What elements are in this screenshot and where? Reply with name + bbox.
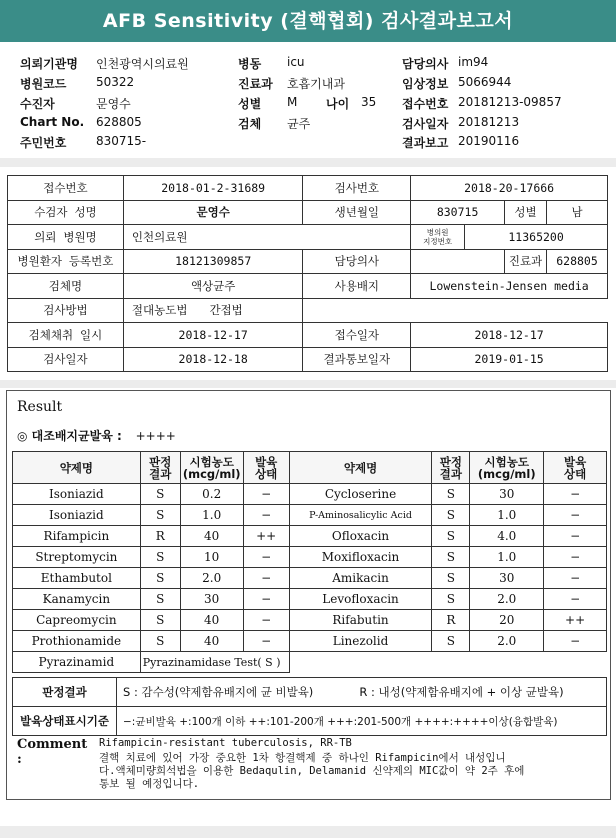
comment-line-3: 다.액체미량희석법을 이용한 Bedaqulin, Delamanid 신약제의 MIC값이 약 2주 후에 — [99, 765, 525, 777]
medium-value: Lowenstein-Jensen media — [411, 274, 608, 299]
request-form-table — [7, 175, 608, 372]
method-indirect: 간접법 — [209, 303, 243, 318]
drug-drug-cell: Cycloserine — [289, 484, 432, 505]
drug-conc-cell: 40 — [180, 526, 243, 547]
drug-judge-cell: S — [140, 589, 180, 610]
drug-drug-cell: Kanamycin — [13, 589, 141, 610]
judge-header-line1: 판정 — [149, 454, 172, 469]
drug-drug-cell: Isoniazid — [13, 484, 141, 505]
growth-legend-text: −:균비발육 +:100개 이하 ++:101-200개 +++:201-500개 ++++:++++이상(융합발육) — [117, 707, 607, 736]
judge-legend-label: 판정결과 — [13, 678, 117, 707]
receiver-value: 문영수 — [96, 97, 131, 111]
birth-value: 830715 — [411, 200, 505, 225]
drug-judge-cell: R — [140, 526, 180, 547]
drug-conc-cell: 30 — [180, 589, 243, 610]
accept-no-value: 2018-01-2-31689 — [123, 176, 303, 201]
exam-label: 검사일자 — [8, 347, 124, 372]
drug-drug-cell: Rifabutin — [289, 610, 432, 631]
report-date-label: 결과보고 — [402, 136, 449, 150]
doctor-label: 담당의사 — [303, 249, 411, 274]
drug-header-left: 약제명 — [13, 452, 141, 484]
drug-conc-cell: 40 — [180, 610, 243, 631]
drug-drug-cell: Prothionamide — [13, 631, 141, 652]
section-divider — [0, 158, 616, 167]
sex-value: M — [287, 95, 298, 109]
empty-cell — [289, 652, 606, 673]
drug-conc-cell: 10 — [180, 547, 243, 568]
age-value: 35 — [361, 95, 377, 109]
result-section — [6, 390, 611, 800]
drug-drug-cell: Rifampicin — [13, 526, 141, 547]
chart-label: Chart No. — [20, 115, 85, 129]
drug-drug-cell: Levofloxacin — [289, 589, 432, 610]
test-no-value: 2018-20-17666 — [411, 176, 608, 201]
drug-conc-cell: 1.0 — [470, 505, 544, 526]
judge-header-right — [432, 452, 470, 484]
drug-row — [13, 631, 607, 652]
patient-name-value: 문영수 — [123, 200, 303, 225]
specimen-label: 검체명 — [8, 274, 124, 299]
drug-judge-cell: S — [432, 589, 470, 610]
conc-header-left — [180, 452, 243, 484]
growth-header-right — [544, 452, 607, 484]
drug-judge-cell: S — [140, 484, 180, 505]
pyrazinamid-drug: Pyrazinamid — [13, 652, 141, 673]
ward-label: 병동 — [238, 57, 262, 71]
rrn-value: 830715- — [96, 134, 147, 148]
control-growth — [17, 427, 176, 444]
growth-header-line1: 발육 — [255, 454, 278, 469]
hospital-value: 인천광역시의료원 — [96, 57, 189, 71]
dept-value: 628805 — [547, 249, 608, 274]
drug-judge-cell: S — [432, 484, 470, 505]
drug-growth-cell: − — [544, 526, 607, 547]
inst-code-label — [411, 225, 465, 250]
drug-growth-cell: − — [243, 631, 289, 652]
report-date-value: 20190116 — [458, 134, 520, 148]
specimen-value: 액상균주 — [123, 274, 303, 299]
dept-value: 호흡기내과 — [287, 77, 345, 91]
judge-header-line2: 결과 — [439, 466, 462, 481]
drug-conc-cell: 40 — [180, 631, 243, 652]
growth-header-line1: 발육 — [563, 454, 587, 469]
medium-label: 사용배지 — [303, 274, 411, 299]
comment-line-1: Rifampicin-resistant tuberculosis, RR-TB — [99, 737, 352, 749]
growth-header-line2: 상태 — [255, 466, 278, 481]
drug-drug-cell: Capreomycin — [13, 610, 141, 631]
notice-value: 2019-01-15 — [411, 347, 608, 372]
drug-growth-cell: − — [243, 484, 289, 505]
doctor-label: 담당의사 — [402, 57, 449, 71]
drug-conc-cell: 0.2 — [180, 484, 243, 505]
drug-drug-cell: Streptomycin — [13, 547, 141, 568]
judge-legend-s: S : 감수성(약제함유배지에 균 비발육) — [117, 678, 354, 707]
clinical-label: 임상정보 — [402, 77, 449, 91]
drug-header-right: 약제명 — [289, 452, 432, 484]
drug-growth-cell: ++ — [544, 610, 607, 631]
growth-header-left — [243, 452, 289, 484]
test-date-label: 검사일자 — [402, 117, 449, 131]
comment-line-2: 결핵 치료에 있어 가장 중요한 1차 항결핵제 중 하나인 Rifampicin에서 내성입니 — [99, 752, 506, 764]
sensitivity-table — [12, 451, 607, 673]
drug-row — [13, 526, 607, 547]
drug-growth-cell: − — [544, 484, 607, 505]
collect-label: 검체채취 일시 — [8, 323, 124, 348]
drug-drug-cell: Amikacin — [289, 568, 432, 589]
drug-row — [13, 610, 607, 631]
conc-header-line2: (mcg/ml) — [182, 466, 241, 481]
drug-judge-cell: S — [140, 610, 180, 631]
inst-code-value: 11365200 — [465, 225, 608, 250]
code-value: 50322 — [96, 75, 135, 89]
judge-header-line2: 결과 — [149, 466, 172, 481]
judge-legend-r: R : 내성(약제함유배지에 + 이상 균발육) — [353, 678, 606, 707]
drug-conc-cell: 2.0 — [180, 568, 243, 589]
legend-table — [12, 677, 607, 736]
drug-drug-cell: Ethambutol — [13, 568, 141, 589]
code-label: 병원코드 — [20, 77, 67, 91]
doctor-value: im94 — [458, 55, 489, 69]
drug-drug-cell: Ofloxacin — [289, 526, 432, 547]
chart-value: 628805 — [96, 115, 142, 129]
doctor-value — [411, 249, 505, 274]
hospital-value: 인천의료원 — [123, 225, 410, 250]
drug-growth-cell: − — [243, 589, 289, 610]
drug-drug-cell: Isoniazid — [13, 505, 141, 526]
judge-header-line1: 판정 — [439, 454, 462, 469]
conc-header-line2: (mcg/ml) — [477, 466, 536, 481]
conc-header-line1: 시험농도 — [484, 454, 529, 469]
inst-code-label-line2: 지정번호 — [423, 236, 453, 246]
sex-label: 성별 — [238, 97, 262, 111]
growth-legend-label: 발육상태표시기준 — [13, 707, 117, 736]
drug-growth-cell: − — [544, 589, 607, 610]
drug-row — [13, 589, 607, 610]
comment-label: Comment : — [17, 737, 88, 767]
drug-conc-cell: 20 — [470, 610, 544, 631]
birth-label: 생년월일 — [303, 200, 411, 225]
drug-row — [13, 568, 607, 589]
sex-label: 성별 — [505, 200, 547, 225]
drug-conc-cell: 1.0 — [180, 505, 243, 526]
specimen-label: 검체 — [238, 117, 262, 131]
accession-label: 접수번호 — [402, 97, 449, 111]
ward-value: icu — [287, 55, 305, 69]
drug-judge-cell: S — [432, 505, 470, 526]
accept-no-label: 접수번호 — [8, 176, 124, 201]
drug-growth-cell: − — [243, 568, 289, 589]
drug-drug-cell: P-Aminosalicylic Acid — [289, 505, 432, 526]
drug-judge-cell: S — [432, 547, 470, 568]
notice-label: 결과통보일자 — [303, 347, 411, 372]
drug-conc-cell: 30 — [470, 484, 544, 505]
conc-header-right — [470, 452, 544, 484]
drug-judge-cell: S — [432, 526, 470, 547]
control-growth-value: ++++ — [135, 429, 176, 443]
drug-drug-cell: Linezolid — [289, 631, 432, 652]
section-divider-2 — [0, 380, 616, 388]
conc-header-line1: 시험농도 — [189, 454, 234, 469]
drug-growth-cell: − — [243, 505, 289, 526]
test-no-label: 검사번호 — [303, 176, 411, 201]
drug-growth-cell: − — [544, 505, 607, 526]
receive-label: 접수일자 — [303, 323, 411, 348]
method-absolute: 절대농도법 — [131, 303, 188, 318]
sensitivity-header-row — [13, 452, 607, 484]
drug-growth-cell: − — [243, 547, 289, 568]
reg-no-label: 병원환자 등록번호 — [8, 249, 124, 274]
drug-judge-cell: R — [432, 610, 470, 631]
control-growth-label: ◎ 대조배지균발육 : — [17, 429, 122, 443]
patient-info-header — [0, 50, 616, 150]
drug-drug-cell: Moxifloxacin — [289, 547, 432, 568]
drug-row — [13, 484, 607, 505]
pyrazinamid-result: Pyrazinamidase Test( S ) — [140, 652, 289, 673]
drug-growth-cell: − — [243, 610, 289, 631]
collect-value: 2018-12-17 — [123, 323, 303, 348]
age-label: 나이 — [326, 97, 350, 111]
drug-judge-cell: S — [140, 547, 180, 568]
hospital-label: 의뢰 병원명 — [8, 225, 124, 250]
specimen-value: 균주 — [287, 117, 311, 131]
growth-header-line2: 상태 — [563, 466, 587, 481]
drug-growth-cell: − — [544, 547, 607, 568]
drug-judge-cell: S — [140, 568, 180, 589]
hospital-label: 의뢰기관명 — [20, 57, 78, 71]
pyrazinamid-row — [13, 652, 607, 673]
drug-conc-cell: 1.0 — [470, 547, 544, 568]
bottom-divider — [0, 826, 616, 838]
dept-label: 진료과 — [238, 77, 273, 91]
drug-row — [13, 505, 607, 526]
patient-name-label: 수검자 성명 — [8, 200, 124, 225]
clinical-value: 5066944 — [458, 75, 512, 89]
sex-value: 남 — [547, 200, 608, 225]
drug-growth-cell: − — [544, 631, 607, 652]
drug-conc-cell: 4.0 — [470, 526, 544, 547]
dept-label: 진료과 — [505, 249, 547, 274]
drug-judge-cell: S — [432, 568, 470, 589]
drug-growth-cell: ++ — [243, 526, 289, 547]
drug-judge-cell: S — [140, 505, 180, 526]
drug-judge-cell: S — [432, 631, 470, 652]
test-date-value: 20181213 — [458, 115, 520, 129]
judge-header-left — [140, 452, 180, 484]
receive-value: 2018-12-17 — [411, 323, 608, 348]
receiver-label: 수진자 — [20, 97, 55, 111]
inst-code-label-line1: 병의원 — [426, 227, 449, 237]
drug-conc-cell: 30 — [470, 568, 544, 589]
accession-value: 20181213-09857 — [458, 95, 562, 109]
drug-conc-cell: 2.0 — [470, 631, 544, 652]
drug-growth-cell: − — [544, 568, 607, 589]
empty-cell — [303, 298, 608, 323]
exam-value: 2018-12-18 — [123, 347, 303, 372]
drug-judge-cell: S — [140, 631, 180, 652]
drug-conc-cell: 2.0 — [470, 589, 544, 610]
rrn-label: 주민번호 — [20, 136, 67, 150]
reg-no-value: 18121309857 — [123, 249, 303, 274]
method-values — [123, 298, 303, 323]
method-label: 검사방법 — [8, 298, 124, 323]
comment-line-4: 통보 될 예정입니다. — [99, 778, 200, 790]
drug-row — [13, 547, 607, 568]
report-title: AFB Sensitivity (결핵협회) 검사결과보고서 — [0, 0, 616, 42]
result-label: Result — [17, 399, 63, 415]
